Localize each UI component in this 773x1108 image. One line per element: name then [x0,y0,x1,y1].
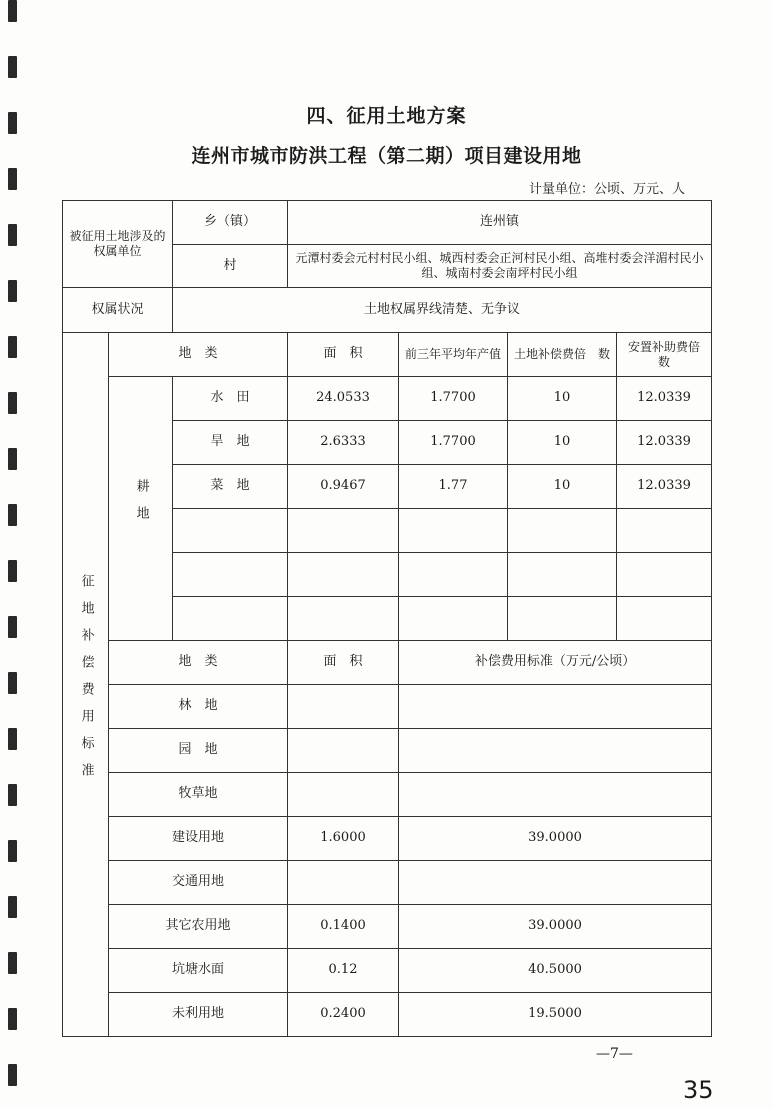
empty-cell [288,509,399,553]
output-value: 1.7700 [399,377,508,421]
cultivated-label: 耕地 [109,377,173,641]
area-value: 1.6000 [288,817,399,861]
header-area: 面 积 [288,333,399,377]
table-row [63,641,712,685]
empty-cell [508,597,617,641]
standard-value: 40.5000 [399,949,712,993]
land-type: 其它农用地 [109,905,288,949]
empty-cell [173,509,288,553]
comp-multiple-value: 10 [508,465,617,509]
standard-value: 19.5000 [399,993,712,1037]
standard-value [399,861,712,905]
standard-value [399,773,712,817]
area-value [288,685,399,729]
ownership-status-label: 权属状况 [63,288,173,333]
resettle-multiple-value: 12.0339 [617,421,712,465]
table-row [63,861,712,905]
header-comp-multiple: 土地补偿费倍 数 [508,333,617,377]
area-value: 24.0533 [288,377,399,421]
comp-multiple-value: 10 [508,377,617,421]
empty-cell [508,553,617,597]
empty-cell [288,553,399,597]
empty-cell [288,597,399,641]
area-value [288,861,399,905]
ownership-status-value: 土地权属界线清楚、无争议 [173,288,712,333]
other-header-standard: 补偿费用标准（万元/公顷） [399,641,712,685]
table-row [63,949,712,993]
area-value: 0.2400 [288,993,399,1037]
land-type: 旱 地 [173,421,288,465]
empty-cell [399,509,508,553]
land-type: 建设用地 [109,817,288,861]
land-type: 未利用地 [109,993,288,1037]
empty-cell [173,553,288,597]
land-type: 坑塘水面 [109,949,288,993]
header-resettle-multiple: 安置补助费倍 数 [617,333,712,377]
table-row [63,773,712,817]
land-type: 水 田 [173,377,288,421]
area-value: 0.9467 [288,465,399,509]
area-value: 0.1400 [288,905,399,949]
output-value: 1.7700 [399,421,508,465]
empty-cell [617,553,712,597]
scan-number: 35 [683,1076,714,1104]
land-type: 交通用地 [109,861,288,905]
land-type: 园 地 [109,729,288,773]
table-row [63,201,712,245]
ownership-label: 被征用土地涉及的权属单位 [63,201,173,288]
area-value: 2.6333 [288,421,399,465]
comp-multiple-value: 10 [508,421,617,465]
table-row [63,993,712,1037]
empty-cell [173,597,288,641]
township-label: 乡（镇） [173,201,288,245]
other-header-area: 面 积 [288,641,399,685]
standard-value: 39.0000 [399,817,712,861]
table-row [63,817,712,861]
header-avg-output: 前三年平均年产值 [399,333,508,377]
township-value: 连州镇 [288,201,712,245]
empty-cell [399,597,508,641]
standard-value: 39.0000 [399,905,712,949]
table-row [63,729,712,773]
land-acquisition-table [62,200,712,1037]
table-row [63,333,712,377]
output-value: 1.77 [399,465,508,509]
standard-value [399,729,712,773]
empty-cell [617,597,712,641]
header-land-type: 地 类 [109,333,288,377]
compensation-side-label: 征地补偿费用标准 [63,333,109,1037]
village-label: 村 [173,245,288,288]
document-title: 四、征用土地方案 [306,105,467,127]
page-number: —7— [596,1046,633,1062]
table-row [63,288,712,333]
table-row [63,377,712,421]
empty-cell [617,509,712,553]
document-subtitle: 连州市城市防洪工程（第二期）项目建设用地 [191,145,582,167]
land-type: 牧草地 [109,773,288,817]
empty-cell [508,509,617,553]
empty-cell [399,553,508,597]
land-type: 菜 地 [173,465,288,509]
resettle-multiple-value: 12.0339 [617,465,712,509]
other-header-land-type: 地 类 [109,641,288,685]
area-value [288,729,399,773]
area-value: 0.12 [288,949,399,993]
standard-value [399,685,712,729]
table-row [63,905,712,949]
land-type: 林 地 [109,685,288,729]
table-row [63,685,712,729]
resettle-multiple-value: 12.0339 [617,377,712,421]
unit-note: 计量单位：公顷、万元、人 [528,182,685,197]
area-value [288,773,399,817]
village-value: 元潭村委会元村村民小组、城西村委会正河村民小组、高堆村委会洋湄村民小组、城南村委会南坪村民小组 [288,245,712,288]
